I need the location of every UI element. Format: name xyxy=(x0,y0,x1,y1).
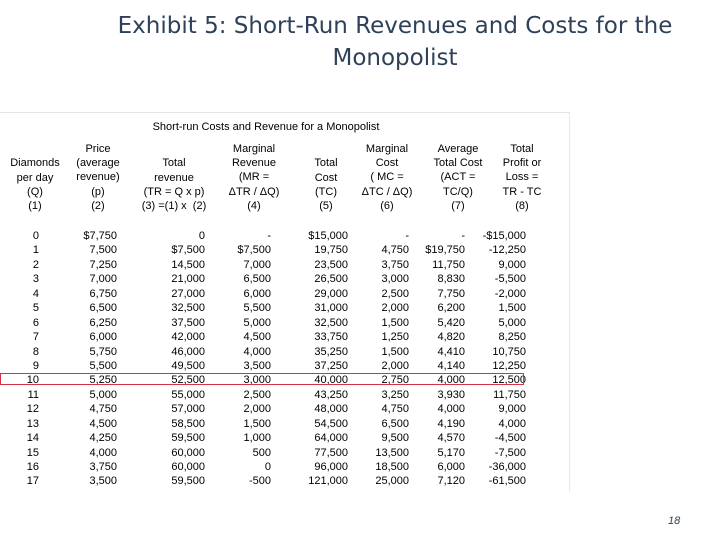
table-cell: 6,750 xyxy=(89,287,117,300)
table-cell: 6,500 xyxy=(381,417,409,430)
table-cell: 27,000 xyxy=(171,287,205,300)
table-cell: 5,500 xyxy=(89,359,117,372)
table-cell: 2 xyxy=(32,258,39,271)
table-cell: 52,500 xyxy=(171,374,205,387)
data-col-3 xyxy=(135,229,205,489)
data-col-5 xyxy=(278,229,348,489)
table-cell: 2,000 xyxy=(243,403,271,416)
table-cell: 1,250 xyxy=(381,331,409,344)
table-cell: 29,000 xyxy=(314,287,348,300)
header-text: (5) xyxy=(319,200,333,213)
table-frame-top xyxy=(0,112,570,113)
header-text: Price xyxy=(85,143,111,155)
header-text: (MR = xyxy=(238,171,270,184)
table-cell: 8,830 xyxy=(437,273,465,286)
table-cell: 16 xyxy=(26,461,39,473)
table-cell: - xyxy=(267,230,271,242)
header-text: Marginal xyxy=(232,143,276,155)
table-cell: 3,500 xyxy=(243,359,271,372)
table-cell: 54,500 xyxy=(314,417,348,430)
header-col-2 xyxy=(70,142,126,213)
table-cell: 4,190 xyxy=(437,417,465,430)
data-col-1 xyxy=(0,229,39,489)
table-cell: 6,250 xyxy=(89,316,117,329)
table-cell: 1,500 xyxy=(381,316,409,329)
table-cell: 12,500 xyxy=(492,374,526,387)
table-cell: 2,750 xyxy=(381,374,409,387)
table-cell: 3,250 xyxy=(381,388,409,401)
header-text: Total Cost xyxy=(433,157,483,170)
table-cell: 4,750 xyxy=(381,244,409,257)
table-cell: 21,000 xyxy=(171,273,205,286)
table-cell: 5,170 xyxy=(437,446,465,459)
table-cell: 4,000 xyxy=(498,417,526,430)
header-text: (3) =(1) x (2) xyxy=(141,200,207,213)
header-text: ΔTC / ΔQ) xyxy=(361,185,413,198)
data-col-6 xyxy=(349,229,409,489)
table-cell: 1 xyxy=(32,244,39,257)
table-cell: 60,000 xyxy=(171,446,205,459)
table-cell: $15,000 xyxy=(308,230,348,242)
table-cell: 1,500 xyxy=(243,417,271,430)
header-col-6 xyxy=(350,142,424,213)
table-cell: 0 xyxy=(264,461,271,473)
table-cell: 46,000 xyxy=(171,345,205,358)
table-cell: 8 xyxy=(32,345,39,358)
table-cell: 3,000 xyxy=(243,374,271,387)
table-cell: 3,750 xyxy=(89,461,117,473)
table-cell: 10 xyxy=(26,374,39,387)
table-cell: 40,000 xyxy=(314,374,348,387)
table-cell: 42,000 xyxy=(171,331,205,344)
page-number: 18 xyxy=(668,515,681,527)
table-cell: 6,000 xyxy=(437,461,465,473)
table-cell: 4,000 xyxy=(89,446,117,459)
header-text: Total xyxy=(314,157,338,170)
header-text: (1) xyxy=(28,200,42,213)
header-col-3 xyxy=(126,128,222,213)
table-cell: 5,750 xyxy=(89,345,117,358)
table-frame-right xyxy=(569,112,570,492)
header-text xyxy=(296,142,356,156)
table-cell: 9,000 xyxy=(498,258,526,271)
table-cell: 4,500 xyxy=(243,331,271,344)
table-cell: 12,250 xyxy=(492,359,526,372)
header-col-1 xyxy=(0,128,70,213)
header-text: revenue) xyxy=(76,171,120,184)
highlight-row-profit-max xyxy=(0,373,524,385)
table-cell: 11 xyxy=(27,388,39,401)
header-text xyxy=(126,128,222,142)
table-cell: 6,200 xyxy=(437,302,465,315)
header-text xyxy=(296,128,356,142)
table-cell: $7,500 xyxy=(171,244,205,257)
table-cell: 19,750 xyxy=(314,244,348,257)
slide-title-line2: Monopolist xyxy=(332,45,458,71)
header-text: (Q) xyxy=(27,185,43,198)
table-cell: 11,750 xyxy=(493,388,526,401)
table-cell: 7,120 xyxy=(437,475,465,488)
header-col-8 xyxy=(482,142,562,213)
table-cell: 64,000 xyxy=(314,432,348,445)
table-cell: 4,750 xyxy=(89,403,117,416)
table-cell: 17 xyxy=(26,475,39,488)
header-text: (2) xyxy=(91,199,105,212)
table-cell: 43,250 xyxy=(314,388,348,401)
table-cell: 8,250 xyxy=(498,331,526,344)
table-cell: 6,500 xyxy=(243,273,271,286)
table-cell: 77,500 xyxy=(314,446,348,459)
table-cell: 15 xyxy=(26,446,39,459)
table-cell: - xyxy=(461,230,465,242)
table-cell: -12,250 xyxy=(488,244,526,257)
table-cell: 23,500 xyxy=(314,258,348,271)
table-cell: 7,500 xyxy=(89,244,117,257)
table-cell: 60,000 xyxy=(171,461,205,473)
table-cell: 9,000 xyxy=(498,403,526,416)
header-text xyxy=(126,142,222,156)
header-text: ( MC = xyxy=(370,171,404,184)
table-cell: 6,500 xyxy=(89,302,117,315)
header-text: Diamonds xyxy=(10,157,60,170)
table-cell: 5,500 xyxy=(243,302,271,315)
header-text: (ACT = xyxy=(440,171,476,184)
table-cell: 6 xyxy=(32,316,39,329)
header-text xyxy=(0,142,70,156)
table-cell: $7,750 xyxy=(83,230,117,242)
header-text: (TC) xyxy=(315,185,337,198)
header-text: TC/Q) xyxy=(443,185,473,198)
header-text: (6) xyxy=(380,199,394,212)
table-cell: 4,000 xyxy=(437,403,465,416)
table-cell: 57,000 xyxy=(171,403,205,416)
header-text: Total xyxy=(510,143,534,155)
table-cell: 7,250 xyxy=(89,258,117,271)
table-cell: 49,500 xyxy=(171,359,205,372)
data-col-4 xyxy=(211,229,271,489)
table-cell: 14 xyxy=(26,432,39,445)
table-cell: -500 xyxy=(248,475,271,488)
table-cell: 0 xyxy=(198,230,205,242)
header-text: Loss = xyxy=(505,171,539,184)
header-text xyxy=(0,128,70,142)
table-cell: 0 xyxy=(32,230,39,242)
header-text: Average xyxy=(437,143,479,155)
table-cell: 2,500 xyxy=(381,287,409,300)
table-cell: 10,750 xyxy=(492,345,526,358)
table-cell: 5,000 xyxy=(89,388,117,401)
header-text: (TR = Q x p) xyxy=(143,185,205,198)
table-cell: 6,000 xyxy=(243,287,271,300)
table-cell: 11,750 xyxy=(432,258,465,271)
table-cell: 2,000 xyxy=(381,359,409,372)
header-text: TR - TC xyxy=(502,185,542,198)
header-text: Cost xyxy=(314,171,338,184)
table-cell: 4,410 xyxy=(437,345,465,358)
table-cell: 25,000 xyxy=(375,475,409,488)
table-cell: -61,500 xyxy=(488,475,526,488)
table-cell: 4,000 xyxy=(437,374,465,387)
table-cell: 5,250 xyxy=(89,374,117,387)
table-cell: 35,250 xyxy=(314,345,348,358)
table-cell: 3,500 xyxy=(89,475,117,488)
table-cell: 1,500 xyxy=(381,345,409,358)
slide-title-line1: Exhibit 5: Short-Run Revenues and Costs for the xyxy=(117,13,673,39)
table-cell: 4,570 xyxy=(437,432,465,445)
table-cell: 48,000 xyxy=(314,403,348,416)
table-cell: 6,000 xyxy=(89,331,117,344)
table-cell: 32,500 xyxy=(314,316,348,329)
table-cell: 55,000 xyxy=(171,388,205,401)
table-cell: 31,000 xyxy=(314,302,348,315)
table-cell: 96,000 xyxy=(314,461,348,473)
header-text: revenue xyxy=(154,171,194,184)
table-cell: 7,750 xyxy=(437,287,465,300)
table-cell: 4 xyxy=(32,287,39,300)
table-cell: -5,500 xyxy=(494,273,526,286)
table-cell: 3 xyxy=(32,273,39,286)
table-cell: 5,000 xyxy=(498,316,526,329)
table-cell: 9,500 xyxy=(381,432,409,445)
table-cell: 13 xyxy=(26,417,39,430)
table-cell: - xyxy=(405,230,409,242)
table-cell: 500 xyxy=(252,446,271,459)
table-cell: 37,250 xyxy=(314,359,348,372)
header-text: (4) xyxy=(247,199,261,212)
table-cell: 4,500 xyxy=(89,417,117,430)
header-text: (8) xyxy=(515,199,529,212)
table-cell: 4,750 xyxy=(381,403,409,416)
table-cell: 58,500 xyxy=(171,417,205,430)
table-cell: 7,000 xyxy=(243,258,271,271)
header-col-4 xyxy=(212,142,296,213)
table-cell: 1,500 xyxy=(498,302,526,315)
table-cell: -2,000 xyxy=(494,287,526,300)
table-cell: 37,500 xyxy=(171,316,205,329)
table-cell: 33,750 xyxy=(314,331,348,344)
table-cell: 2,000 xyxy=(381,302,409,315)
header-col-5 xyxy=(296,128,356,213)
header-text: per day xyxy=(16,171,54,184)
table-cell: -4,500 xyxy=(494,432,526,445)
table-cell: -$15,000 xyxy=(482,230,526,242)
table-cell: 59,500 xyxy=(171,432,205,445)
header-text: Revenue xyxy=(231,157,277,170)
table-cell: 2,500 xyxy=(243,388,271,401)
table-cell: -7,500 xyxy=(494,446,526,459)
table-cell: 26,500 xyxy=(314,273,348,286)
slide-title xyxy=(100,10,690,74)
header-text: Profit or xyxy=(502,157,542,170)
table-cell: 7 xyxy=(32,331,39,344)
table-cell: 3,930 xyxy=(437,388,465,401)
table-cell: 59,500 xyxy=(171,475,205,488)
table-cell: 5,000 xyxy=(243,316,271,329)
table-cell: 5,420 xyxy=(437,316,465,329)
table-cell: -36,000 xyxy=(488,461,526,473)
table-cell: 3,750 xyxy=(381,258,409,271)
header-text: (7) xyxy=(451,199,465,212)
header-text: (p) xyxy=(91,185,105,198)
data-col-2 xyxy=(57,229,117,489)
header-text: Cost xyxy=(375,157,399,170)
table-cell: 14,500 xyxy=(171,258,205,271)
table-cell: 4,000 xyxy=(243,345,271,358)
table-cell: 13,500 xyxy=(375,446,409,459)
header-text: ΔTR / ΔQ) xyxy=(228,185,280,198)
table-cell: 4,140 xyxy=(437,359,465,372)
table-cell: 18,500 xyxy=(375,461,409,473)
header-text: Marginal xyxy=(365,143,409,155)
table-cell: 5 xyxy=(32,302,39,315)
table-cell: 9 xyxy=(32,359,39,372)
data-col-8 xyxy=(456,229,526,489)
header-text: (average xyxy=(76,157,120,170)
table-cell: 7,000 xyxy=(89,273,117,286)
table-cell: 32,500 xyxy=(171,302,205,315)
table-cell: 3,000 xyxy=(381,273,409,286)
table-cell: 121,000 xyxy=(308,475,348,488)
table-cell: $19,750 xyxy=(425,244,465,257)
table-cell: $7,500 xyxy=(237,244,271,257)
table-cell: 1,000 xyxy=(243,432,271,445)
table-cell: 12 xyxy=(26,403,39,416)
table-caption: Short-run Costs and Revenue for a Monopolist xyxy=(152,121,380,133)
table-cell: 4,820 xyxy=(437,331,465,344)
header-text: Total xyxy=(162,157,186,170)
table-cell: 4,250 xyxy=(89,432,117,445)
